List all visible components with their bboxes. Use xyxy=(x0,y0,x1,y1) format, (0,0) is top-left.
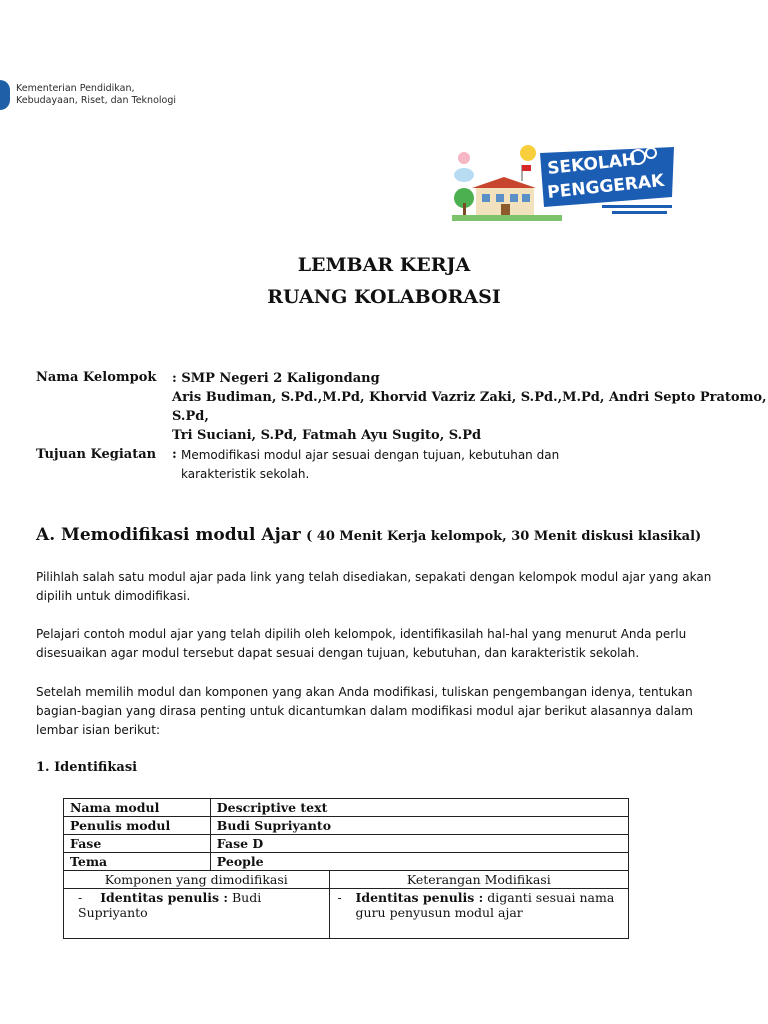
section-a-subtitle: ( 40 Menit Kerja kelompok, 30 Menit diskusi klasikal) xyxy=(306,529,702,544)
row-label: Tema xyxy=(64,853,211,871)
group-label: Nama Kelompok xyxy=(36,370,157,385)
group-members xyxy=(172,369,768,445)
row-label: Penulis modul xyxy=(64,817,211,835)
right-item-cell xyxy=(329,889,628,939)
table-header-row xyxy=(64,871,629,889)
bullet: - xyxy=(78,890,83,905)
row-value: People xyxy=(210,853,628,871)
goal-colon: : xyxy=(172,447,177,462)
goal-label: Tujuan Kegiatan xyxy=(36,447,157,462)
sun-icon xyxy=(520,145,536,161)
cloud-icon xyxy=(454,168,474,182)
ministry-logo-icon xyxy=(0,80,10,110)
ministry-line2: Kebudayaan, Riset, dan Teknologi xyxy=(16,95,177,106)
right-item-label: Identitas penulis : xyxy=(355,890,484,905)
row-value: Budi Supriyanto xyxy=(210,817,628,835)
ministry-line1: Kementerian Pendidikan, xyxy=(16,83,135,94)
goal-line2: karakteristik sekolah. xyxy=(181,467,310,481)
col-header-left: Komponen yang dimodifikasi xyxy=(64,871,330,889)
flower-icon xyxy=(458,152,470,164)
title-line1: LEMBAR KERJA xyxy=(297,254,471,276)
group-school: : SMP Negeri 2 Kaligondang xyxy=(172,371,380,386)
left-item-value: Budi Supriyanto xyxy=(78,890,262,920)
row-value: Fase D xyxy=(210,835,628,853)
row-label: Fase xyxy=(64,835,211,853)
goal-text xyxy=(181,446,681,484)
col-header-right: Keterangan Modifikasi xyxy=(329,871,628,889)
section-a-title: A. Memodifikasi modul Ajar xyxy=(36,525,301,545)
group-members-line1: Aris Budiman, S.Pd.,M.Pd, Khorvid Vazriz Zaki, S.Pd.,M.Pd, Andri Septo Pratomo, S.Pd, xyxy=(172,390,767,424)
school-roof-icon xyxy=(472,177,536,188)
paragraph-2: Pelajari contoh modul ajar yang telah dipilih oleh kelompok, identifikasilah hal-hal yang menurut Anda perlu disesuaikan agar modul tersebut dapat sesuai dengan tujuan, kebutuhan, dan karakteristik sekolah. xyxy=(36,627,687,660)
row-label: Nama modul xyxy=(64,799,211,817)
identifikasi-heading: 1. Identifikasi xyxy=(36,760,138,775)
group-members-line2: Tri Suciani, S.Pd, Fatmah Ayu Sugito, S.Pd xyxy=(172,428,482,443)
logo-text-line2: PENGGERAK xyxy=(546,170,666,203)
left-item-label: Identitas penulis : xyxy=(100,890,228,905)
goal-line1: Memodifikasi modul ajar sesuai dengan tujuan, kebutuhan dan xyxy=(181,448,560,462)
left-item-cell xyxy=(64,889,330,939)
table-row xyxy=(64,817,629,835)
paragraph-3: Setelah memilih modul dan komponen yang akan Anda modifikasi, tuliskan pengembangan idenya, tentukan bagian-bagian yang dirasa penting untuk dicantumkan dalam modifikasi modul ajar berikut alasannya dalam lembar isian berikut: xyxy=(36,685,693,737)
title-line2: RUANG KOLABORASI xyxy=(267,286,501,308)
logo-text-line1: SEKOLAH xyxy=(546,149,637,179)
bullet: - xyxy=(337,890,342,905)
paragraph-1: Pilihlah salah satu modul ajar pada link yang telah disediakan, sepakati dengan kelompok modul ajar yang akan dipilih untuk dimodifikasi. xyxy=(36,570,712,603)
table-row xyxy=(64,853,629,871)
sekolah-penggerak-logo xyxy=(452,143,680,223)
module-table xyxy=(63,798,629,939)
table-row xyxy=(64,889,629,939)
row-value: Descriptive text xyxy=(210,799,628,817)
section-a-heading xyxy=(36,525,701,545)
ministry-header xyxy=(0,80,176,110)
table-row xyxy=(64,799,629,817)
table-row xyxy=(64,835,629,853)
right-item-value: diganti sesuai nama guru penyusun modul ajar xyxy=(355,890,615,920)
